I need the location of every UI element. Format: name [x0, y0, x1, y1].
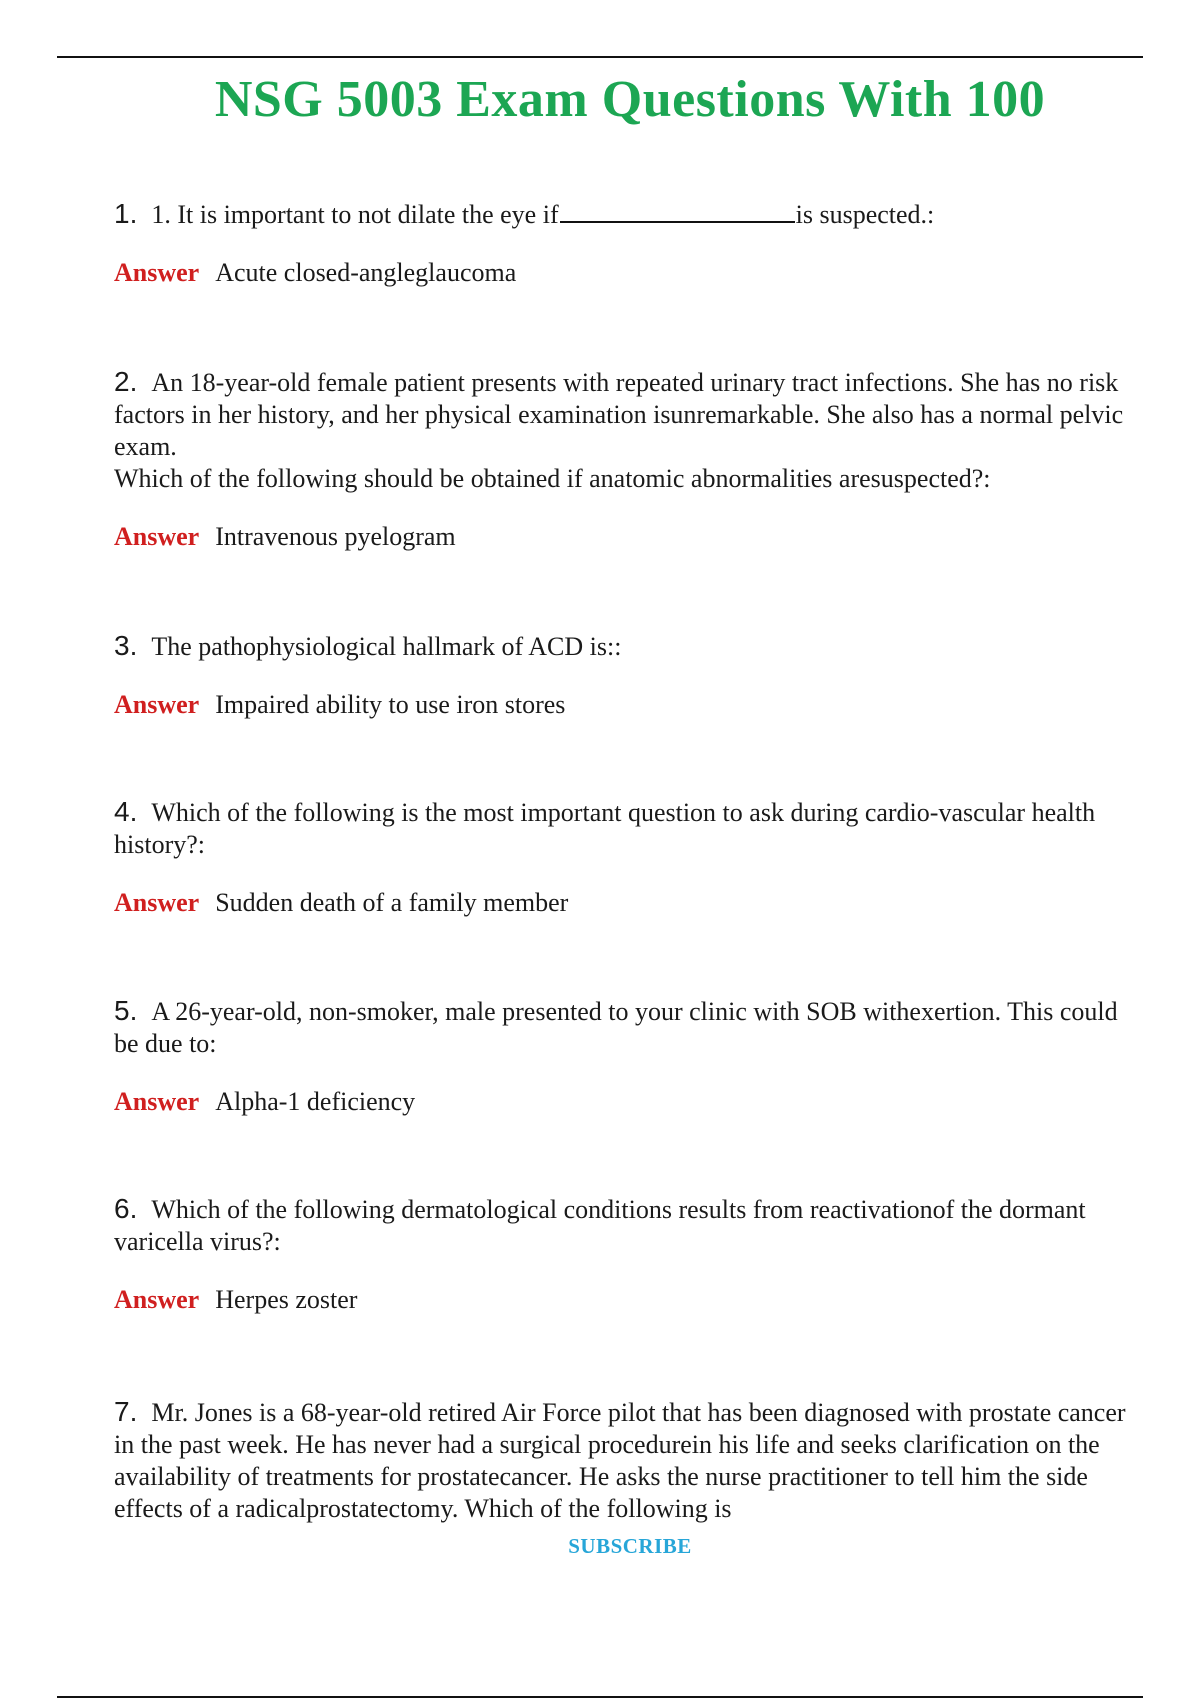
answer-line	[114, 257, 1144, 289]
question-text: 1. 1. It is important to not dilate the eye if is suspected.:	[114, 198, 935, 229]
question-text: 2. An 18-year-old female patient presents with repeated urinary tract infections. She has no risk factors in her history, and her physical examination isunremarkable. She also has a normal pelvic exam.	[114, 366, 1124, 461]
question-item	[114, 198, 1144, 289]
answer-label: Answer	[114, 690, 200, 719]
question-item	[114, 796, 1144, 919]
answer-line	[114, 1086, 1144, 1118]
question-item	[114, 1396, 1144, 1525]
bottom-rule	[57, 1696, 1143, 1698]
question-number: 5.	[114, 995, 138, 1026]
question-item	[114, 366, 1144, 553]
answer-text: Acute closed-angleglaucoma	[215, 258, 517, 287]
question-number: 7.	[114, 1396, 138, 1427]
answer-text: Impaired ability to use iron stores	[215, 690, 566, 719]
question-item	[114, 630, 1144, 721]
answer-line	[114, 689, 1144, 721]
question-text: 5. A 26-year-old, non-smoker, male presented to your clinic with SOB withexertion. This could be due to:	[114, 995, 1118, 1058]
fill-in-blank	[560, 199, 795, 223]
question-text: 6. Which of the following dermatological conditions results from reactivationof the dormant varicella virus?:	[114, 1193, 1086, 1256]
answer-text: Intravenous pyelogram	[215, 522, 456, 551]
question-number: 1.	[114, 198, 138, 229]
question-text: 4. Which of the following is the most important question to ask during cardio-vascular health history?:	[114, 796, 1096, 859]
subscribe-link[interactable]: SUBSCRIBE	[568, 1534, 692, 1558]
question-number: 4.	[114, 796, 138, 827]
answer-label: Answer	[114, 522, 200, 551]
answer-label: Answer	[114, 1285, 200, 1314]
top-rule	[57, 56, 1143, 58]
question-text: 7. Mr. Jones is a 68-year-old retired Air Force pilot that has been diagnosed with prostate cancer in the past week. He has never had a surgical procedurein his life and seeks clarification on the availability of treatments for prostatecancer. He asks the nurse practitioner to tell him the side effects of a radicalprostatectomy. Which of the following is	[114, 1396, 1126, 1523]
answer-label: Answer	[114, 888, 200, 917]
question-number: 6.	[114, 1193, 138, 1224]
question-item	[114, 995, 1144, 1118]
answer-text: Alpha-1 deficiency	[215, 1087, 416, 1116]
question-item	[114, 1193, 1144, 1316]
answer-line	[114, 521, 1144, 553]
answer-label: Answer	[114, 258, 200, 287]
page-title: NSG 5003 Exam Questions With 100	[214, 71, 1046, 128]
question-text-continued: Which of the following should be obtained if anatomic abnormalities aresuspected?:	[114, 464, 991, 493]
answer-text: Herpes zoster	[215, 1285, 358, 1314]
answer-line	[114, 1284, 1144, 1316]
answer-line	[114, 887, 1144, 919]
question-number: 3.	[114, 630, 138, 661]
question-number: 2.	[114, 366, 138, 397]
question-text: 3. The pathophysiological hallmark of ACD is::	[114, 630, 622, 661]
answer-text: Sudden death of a family member	[215, 888, 569, 917]
answer-label: Answer	[114, 1087, 200, 1116]
